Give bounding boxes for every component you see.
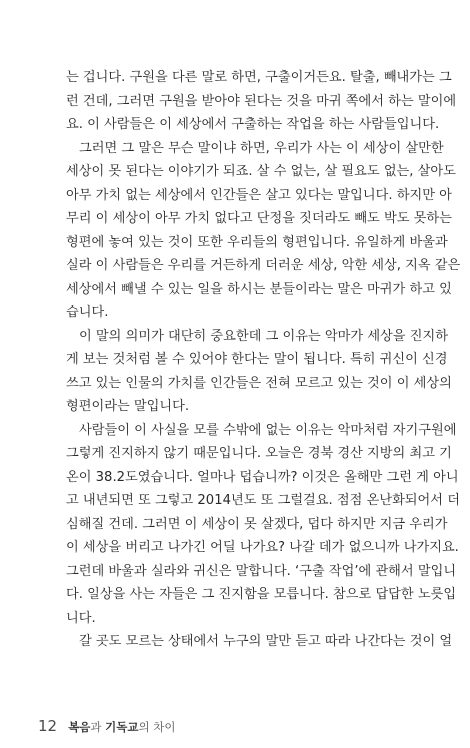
text-line: 는 겁니다. 구원을 다른 말로 하면, 구출이거든요. 탈출, 빼내가는 그 bbox=[66, 70, 452, 85]
text-line: 형편에 놓여 있는 것이 또한 우리들의 형편입니다. 유일하게 바울과 bbox=[66, 234, 448, 250]
text-line: 사람들이 이 사실을 모를 수밖에 없는 이유는 악마처럼 자기구원에 bbox=[79, 422, 457, 438]
page-footer bbox=[38, 716, 175, 735]
text-line: 형편이라는 말입니다. bbox=[66, 399, 190, 414]
book-title-part: 과 bbox=[90, 720, 106, 734]
text-line: 런 건데, 그러면 구원을 받아야 된다는 것을 마귀 쪽에서 하는 말이에 bbox=[66, 93, 457, 109]
text-line: 그러면 그 말은 무슨 말이냐 하면, 우리가 사는 이 세상이 살만한 bbox=[79, 140, 444, 156]
book-title bbox=[68, 720, 175, 734]
page-body bbox=[66, 66, 461, 654]
text-line: 아무 가치 없는 세상에서 인간들은 살고 있다는 말입니다. 하지만 아 bbox=[66, 187, 452, 203]
text-line: 이 세상을 버리고 나가긴 어딜 나가요? 나갈 데가 없으니까 나가지요. bbox=[66, 540, 459, 555]
text-line: 온이 38.2도였습니다. 얼마나 덥습니까? 이것은 올해만 그런 게 아니 bbox=[66, 469, 459, 485]
book-title-part: 기독교 bbox=[105, 720, 139, 734]
text-line: 심해질 건데. 그러면 이 세상이 못 살겠다, 덥다 하지만 지금 우리가 bbox=[66, 516, 448, 532]
text-line: 세상이 못 된다는 이야기가 되죠. 살 수 없는, 살 필요도 없는, 살아도 bbox=[66, 164, 456, 179]
book-title-part: 복음 bbox=[68, 720, 91, 734]
text-line: 습니다. bbox=[66, 305, 109, 320]
text-line: 실라 이 사람들은 우리를 거든하게 더러운 세상, 악한 세상, 지옥 같은 bbox=[66, 258, 461, 273]
text-line: 다. 일상을 사는 자들은 그 진지함을 모릅니다. 참으로 답답한 노릇입 bbox=[66, 587, 457, 602]
text-line: 갈 곳도 모르는 상태에서 누구의 말만 듣고 따라 나간다는 것이 얼 bbox=[79, 634, 453, 649]
text-line: 니다. bbox=[66, 610, 96, 626]
text-line: 그렇게 진지하지 않기 때문입니다. 오늘은 경북 경산 지방의 최고 기 bbox=[66, 446, 452, 461]
page-number: 12 bbox=[38, 717, 58, 735]
text-line: 무리 이 세상이 아무 가치 없다고 단정을 짓더라도 빼도 박도 못하는 bbox=[66, 211, 452, 226]
text-line: 이 말의 의미가 대단히 중요한데 그 이유는 악마가 세상을 진지하 bbox=[79, 328, 448, 344]
text-line: 고 내년되면 또 그렇고 2014년도 또 그럴걸요. 점점 온난화되어서 더 bbox=[66, 493, 460, 508]
book-title-part: 의 차이 bbox=[138, 720, 176, 734]
text-line: 요. 이 사람들은 이 세상에서 구출하는 작업을 하는 사람들입니다. bbox=[66, 117, 440, 132]
text-line: 게 보는 것처럼 볼 수 있어야 한다는 말이 됩니다. 특히 귀신이 신경 bbox=[66, 352, 448, 367]
text-line: 세상에서 빼낼 수 있는 일을 하시는 분들이라는 말은 마귀가 하고 있 bbox=[66, 281, 452, 297]
text-line: 그런데 바울과 실라와 귀신은 말합니다. ‘구출 작업’에 관해서 말입니 bbox=[66, 563, 457, 579]
text-line: 쓰고 있는 인물의 가치를 인간들은 전혀 모르고 있는 것이 이 세상의 bbox=[66, 375, 452, 391]
